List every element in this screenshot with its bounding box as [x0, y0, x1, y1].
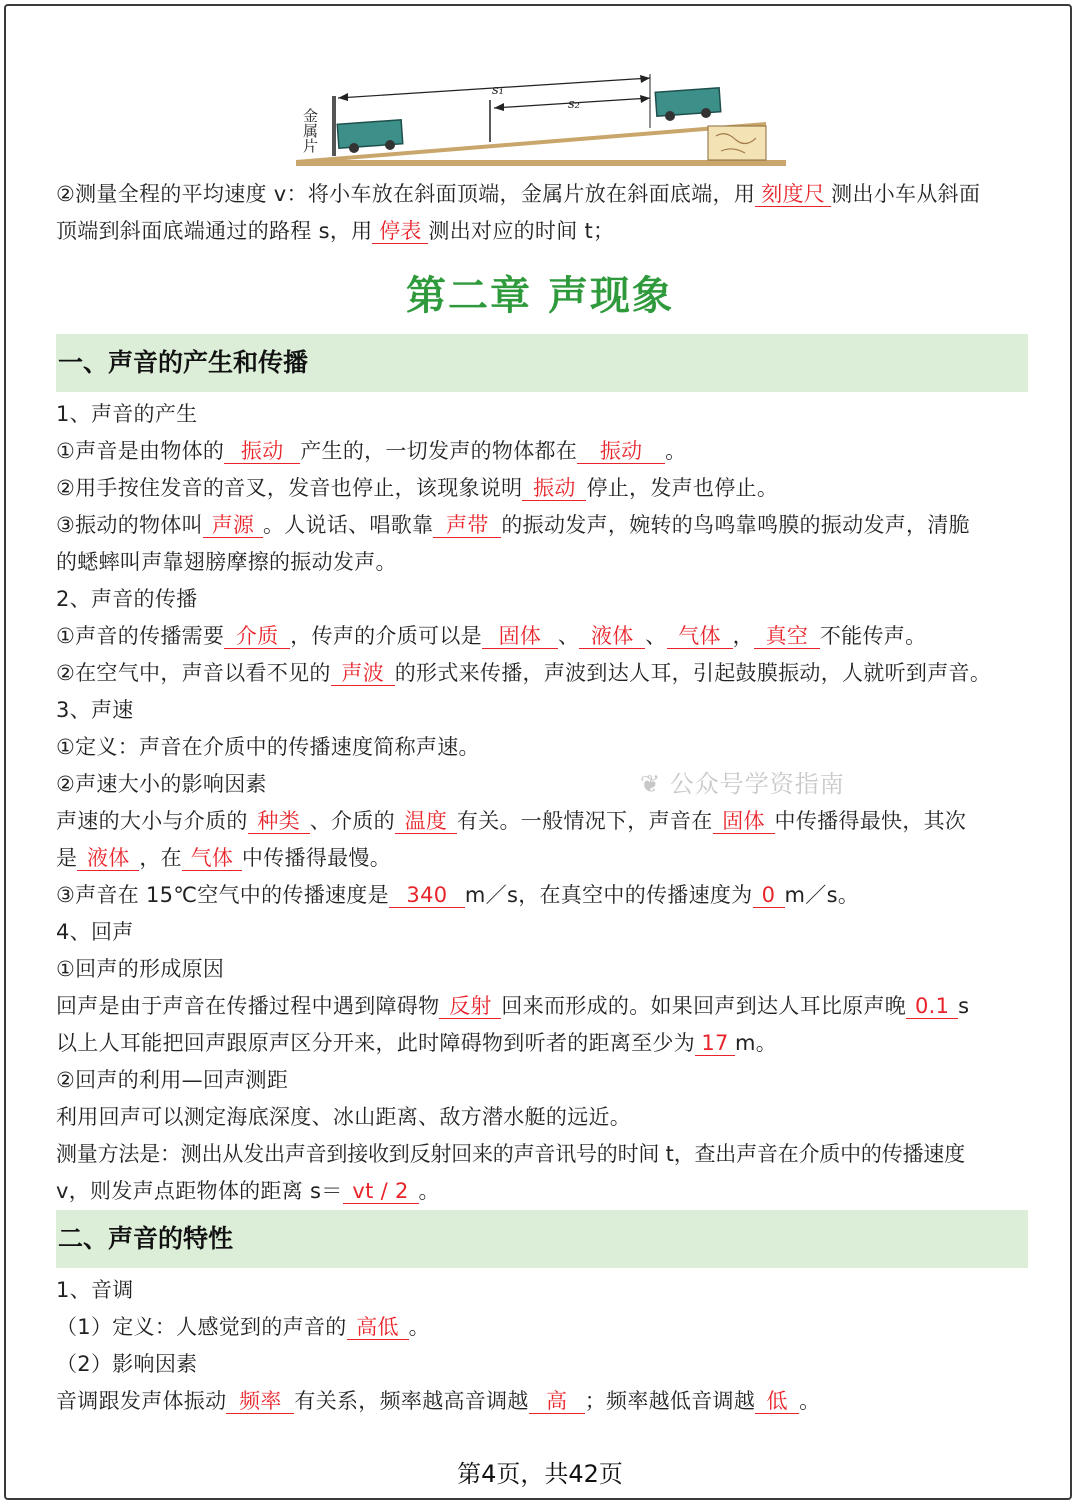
text-segment: 声速的大小与介质的: [56, 809, 248, 833]
section-2-body: [56, 1272, 1032, 1420]
text-line: [56, 1025, 1032, 1062]
answer-blank: 高: [529, 1389, 585, 1414]
answer-blank: 气体: [667, 624, 733, 649]
subheading: 1、音调: [56, 1278, 134, 1302]
text-segment: 中传播得最快，其次: [774, 809, 967, 833]
s2-label: s₂: [568, 97, 580, 112]
answer-blank: 温度: [395, 809, 457, 834]
answer-blank: 340: [389, 883, 465, 908]
intro-line-1: [56, 176, 1032, 213]
answer-blank: 声带: [433, 513, 501, 538]
answer-blank: 介质: [224, 624, 290, 649]
text-line: 的蟋蟀叫声靠翅膀摩擦的振动发声。: [56, 550, 397, 574]
subheading: 3、声速: [56, 698, 134, 722]
text-segment: 有关系，频率越高音调越: [294, 1389, 529, 1413]
s1-label: s₁: [492, 83, 504, 98]
answer-blank: 频率: [226, 1389, 294, 1414]
text-segment: ，: [732, 624, 754, 648]
text-line: ②回声的利用—回声测距: [56, 1068, 289, 1092]
subheading: 2、声音的传播: [56, 587, 198, 611]
text-segment: ③声音在 15℃空气中的传播速度是: [56, 883, 389, 907]
text-segment: （1）定义：人感觉到的声音的: [56, 1315, 347, 1339]
text-segment: 。: [408, 1315, 430, 1339]
text-line: [56, 1309, 1032, 1346]
section-1-heading: 一、声音的产生和传播: [56, 334, 1028, 392]
answer-blank: 种类: [248, 809, 310, 834]
answer-blank: 17: [695, 1031, 735, 1056]
leaf-icon: ❦: [640, 770, 662, 798]
subheading: 4、回声: [56, 920, 134, 944]
text-segment: ①声音是由物体的: [56, 439, 225, 463]
text-line: 利用回声可以测定海底深度、冰山距离、敌方潜水艇的远近。: [56, 1105, 632, 1129]
answer-blank: 气体: [182, 846, 242, 871]
answer-blank: 液体: [77, 846, 139, 871]
text-segment: 回来而形成的。如果回声到达人耳比原声晚: [501, 994, 907, 1018]
text-segment: 产生的，一切发声的物体都在: [300, 439, 578, 463]
text-segment: m／s。: [784, 883, 860, 907]
text-segment: m。: [735, 1031, 778, 1055]
watermark-text: 公众号学资指南: [669, 770, 845, 798]
answer-blank: 振动: [224, 439, 300, 464]
incline-figure: [296, 56, 786, 168]
text-segment: 。: [799, 1389, 821, 1413]
text-line: [56, 877, 1032, 914]
text-line: [56, 1173, 1032, 1210]
answer-blank: 声波: [331, 661, 395, 686]
watermark: [640, 764, 845, 799]
text-segment: 。人说话、唱歌靠: [262, 513, 434, 537]
intro-block: [56, 176, 1032, 250]
text-line: ①定义：声音在介质中的传播速度简称声速。: [56, 735, 480, 759]
text-segment: 停止，发声也停止。: [586, 476, 779, 500]
text-segment: m／s，在真空中的传播速度为: [464, 883, 753, 907]
text-line: [56, 507, 1032, 544]
text-line: [56, 840, 1032, 877]
text-line: [56, 1383, 1032, 1420]
answer-blank: 低: [755, 1389, 799, 1414]
text-segment: 。: [665, 439, 687, 463]
text-segment: 、: [557, 624, 580, 648]
text-line: ①回声的形成原因: [56, 957, 225, 981]
text-segment: 、介质的: [309, 809, 395, 833]
text-segment: ，在: [139, 846, 182, 870]
text-line: ②声速大小的影响因素: [56, 772, 267, 796]
text-segment: ③振动的物体叫: [56, 513, 203, 537]
answer-blank: 反射: [439, 994, 501, 1019]
text-line: [56, 618, 1032, 655]
answer-blank: 固体: [482, 624, 558, 649]
text-segment: 、: [645, 624, 667, 648]
text-segment: 不能传声。: [819, 624, 927, 648]
text-segment: ，传声的介质可以是: [290, 624, 482, 648]
answer-blank: 固体: [713, 809, 775, 834]
text-line: [56, 988, 1032, 1025]
answer-blank: 0: [753, 883, 785, 908]
text-line: [56, 655, 1032, 692]
text-segment: 中传播得最慢。: [241, 846, 392, 870]
text-segment: ②用手按住发音的音叉，发音也停止，该现象说明: [56, 476, 523, 500]
text-segment: 以上人耳能把回声跟原声区分开来，此时障碍物到听者的距离至少为: [56, 1031, 695, 1055]
answer-blank: 刻度尺: [755, 182, 831, 207]
text-segment: 。: [418, 1179, 440, 1203]
text-segment: s: [958, 994, 970, 1018]
text-segment: 有关。一般情况下，声音在: [456, 809, 713, 833]
text-segment: ②在空气中，声音以看不见的: [56, 661, 331, 685]
text-line: 测量方法是：测出从发出声音到接收到反射回来的声音讯号的时间 t，查出声音在介质中的传播速度: [56, 1142, 965, 1166]
cart-bottom: [337, 120, 403, 153]
text-line: [56, 803, 1032, 840]
answer-blank: 液体: [579, 624, 645, 649]
text-segment: 是: [56, 846, 78, 870]
text-line: [56, 470, 1032, 507]
answer-blank: 高低: [347, 1315, 409, 1340]
text-segment: v，则发声点距物体的距离 s＝: [56, 1179, 343, 1203]
answer-blank: 振动: [577, 439, 665, 464]
text-segment: 的振动发声，婉转的鸟鸣靠鸣膜的振动发声，清脆: [501, 513, 970, 537]
section-2-heading: 二、声音的特性: [56, 1210, 1028, 1268]
subheading: 1、声音的产生: [56, 402, 198, 426]
text-segment: ②测量全程的平均速度 v：将小车放在斜面顶端，金属片放在斜面底端，用: [56, 182, 756, 206]
text-segment: 的形式来传播，声波到达人耳，引起鼓膜振动，人就听到声音。: [394, 661, 992, 685]
text-segment: 顶端到斜面底端通过的路程 s，用: [56, 219, 373, 243]
metal-plate-label: 金属片: [301, 108, 319, 153]
text-segment: ①声音的传播需要: [56, 624, 225, 648]
text-line: [56, 433, 1032, 470]
intro-line-2: [56, 213, 1032, 250]
answer-blank: 真空: [754, 624, 820, 649]
answer-blank: 声源: [203, 513, 263, 538]
cart-top: [655, 88, 721, 121]
metal-plate: [332, 96, 336, 156]
answer-blank: 振动: [522, 476, 586, 501]
text-segment: 测出对应的时间 t；: [428, 219, 615, 243]
answer-blank: 0.1: [906, 994, 958, 1019]
answer-blank: 停表: [372, 219, 428, 244]
text-segment: 测出小车从斜面: [831, 182, 981, 206]
chapter-title: 第二章 声现象: [406, 273, 674, 319]
text-segment: 音调跟发声体振动: [56, 1389, 227, 1413]
subheading: （2）影响因素: [56, 1352, 198, 1376]
page-footer: 第4页，共42页: [457, 1460, 623, 1488]
section-1-body: [56, 396, 1032, 1210]
answer-blank: vt / 2: [343, 1179, 419, 1204]
text-segment: 回声是由于声音在传播过程中遇到障碍物: [56, 994, 440, 1018]
text-segment: ；频率越低音调越: [584, 1389, 756, 1413]
